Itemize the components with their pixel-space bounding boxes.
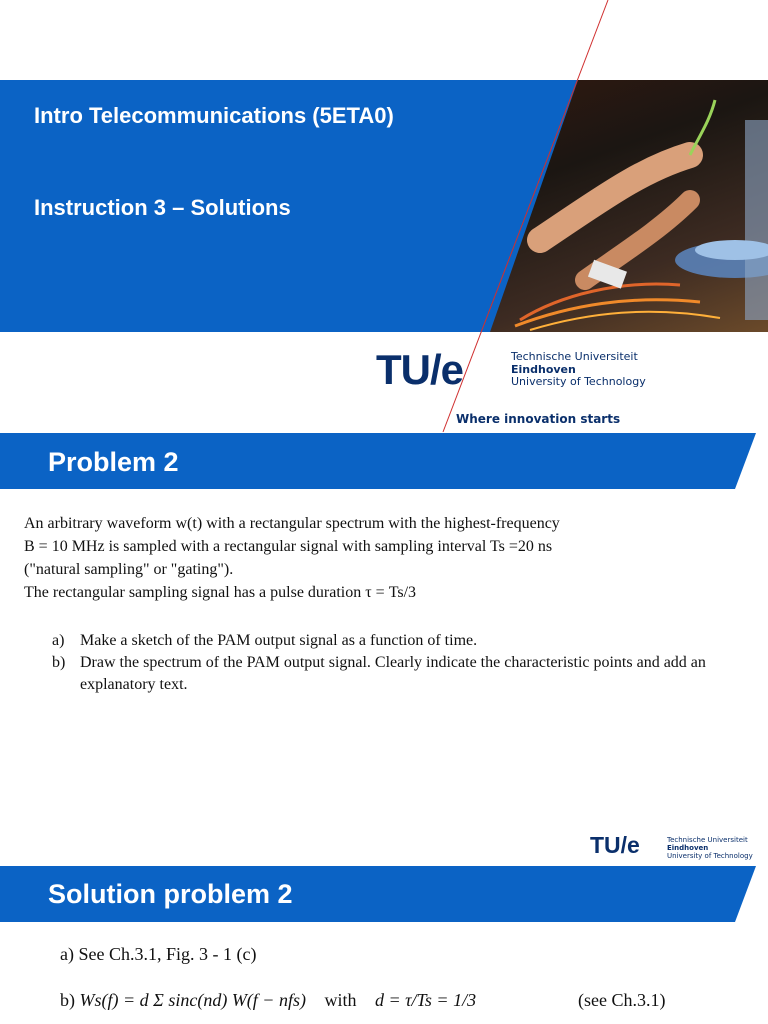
problem-header: Problem 2 (48, 447, 179, 477)
with-word: with (324, 990, 357, 1010)
solution-header: Solution problem 2 (48, 879, 293, 909)
small-logo-line-2: Eindhoven (667, 844, 709, 852)
small-logo-text (667, 836, 753, 860)
solution-line-a: a) See Ch.3.1, Fig. 3 - 1 (c) (60, 944, 257, 964)
solution-b-label: b) (60, 990, 75, 1010)
tue-logo (376, 346, 463, 394)
small-logo-line-3: University of Technology (667, 852, 753, 860)
spectrum-formula: Ws(f) = d Σ sinc(nd) W(f − nfs) (79, 990, 306, 1010)
chapter-reference: (see Ch.3.1) (578, 990, 666, 1010)
slide-subtitle: Instruction 3 – Solutions (34, 195, 291, 220)
logo-line-3: University of Technology (511, 375, 646, 388)
logo-line-2: Eindhoven (511, 362, 576, 376)
small-tue-logo (590, 832, 640, 859)
small-logo-mark: TU/e (590, 832, 640, 858)
tue-logo-mark: TU/e (376, 346, 464, 393)
solution-line-b (60, 990, 760, 1011)
tue-logo-text (511, 351, 646, 389)
tagline: Where innovation starts (456, 412, 621, 426)
problem-tasks (52, 630, 742, 696)
title-slide (0, 0, 768, 430)
problem-line-4: The rectangular sampling signal has a pulse duration τ = Ts/3 (24, 584, 417, 601)
task-text: Draw the spectrum of the PAM output signal. Clearly indicate the characteristic points and add an explanatory text. (80, 654, 706, 693)
problem-line-3: ("natural sampling" or "gating"). (24, 561, 234, 578)
duty-cycle-expr: d = τ/Ts = 1/3 (374, 990, 477, 1010)
small-logo-line-1: Technische Universiteit (667, 836, 748, 844)
task-item (52, 630, 742, 652)
problem-line-1: An arbitrary waveform w(t) with a rectangular spectrum with the highest-frequency (24, 515, 560, 532)
task-label: b) (52, 654, 66, 671)
task-item (52, 652, 742, 696)
task-label: a) (52, 632, 65, 649)
task-text: Make a sketch of the PAM output signal as a function of time. (80, 632, 478, 649)
logo-line-1: Technische Universiteit (511, 350, 638, 363)
problem-text (24, 512, 744, 604)
problem-line-2: B = 10 MHz is sampled with a rectangular signal with sampling interval Ts =20 ns (24, 538, 553, 555)
course-title: Intro Telecommunications (5ETA0) (34, 103, 394, 128)
